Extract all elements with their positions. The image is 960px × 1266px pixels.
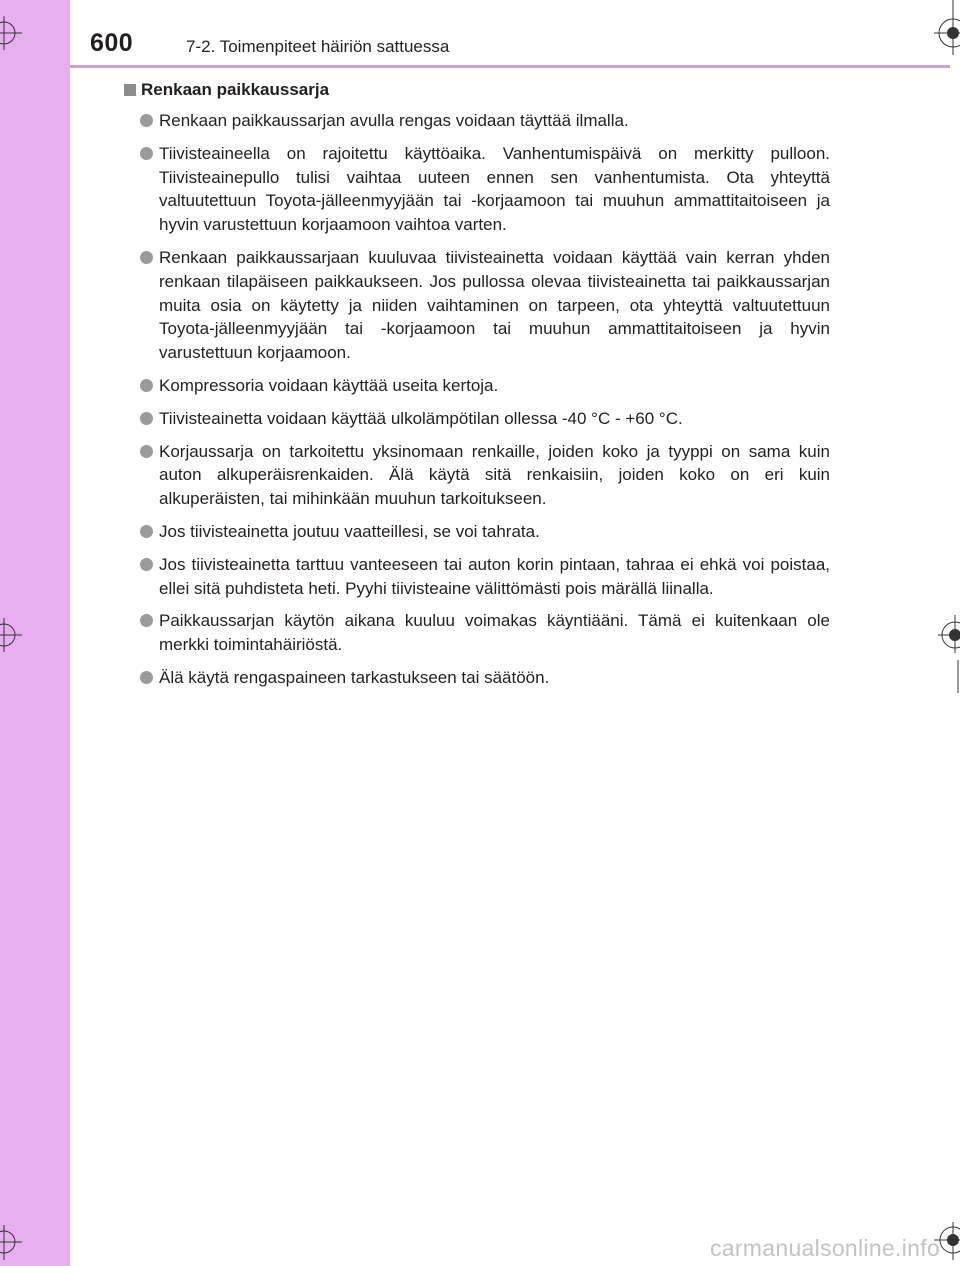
list-item-text: Kompressoria voidaan käyttää useita kertoja. xyxy=(159,375,499,395)
bullet-icon xyxy=(140,114,153,127)
section-heading-text: Renkaan paikkaussarja xyxy=(141,80,330,99)
list-item xyxy=(124,520,830,544)
list-item xyxy=(124,374,830,398)
list-item xyxy=(124,142,830,237)
list-item xyxy=(124,666,830,690)
list-item-text: Tiivisteaineella on rajoitettu käyttöaika. Vanhentumispäivä on merkitty pulloon. Tiivisteainepullo tulisi vaihtaa uuteen ennen sen vanhentumista. Ota yhteyttä valtuutettuun Toyota-jälleenmyyjään tai -korjaamoon tai muuhun ammattitaitoiseen ja hyvin varustettuun korjaamoon vaihtoa varten. xyxy=(159,143,830,235)
bullet-icon xyxy=(140,445,153,458)
crop-mark-bottom-left-icon xyxy=(0,1215,40,1266)
registration-mark-mid-right-icon xyxy=(920,605,960,695)
list-item-text: Paikkaussarjan käytön aikana kuuluu voimakas käyntiääni. Tämä ei kuitenkaan ole merkki toimintahäiriöstä. xyxy=(159,611,830,655)
list-item-text: Älä käytä rengaspaineen tarkastukseen tai säätöön. xyxy=(159,667,550,687)
bullet-icon xyxy=(140,525,153,538)
watermark: carmanualsonline.info xyxy=(709,1235,940,1261)
list-item xyxy=(124,609,830,657)
list-item xyxy=(124,440,830,511)
list-item-text: Korjaussarja on tarkoitettu yksinomaan renkaille, joiden koko ja tyyppi on sama kuin auton alkuperäisrenkaiden. Älä käytä sitä renkaisiin, joiden koko on eri kuin alkuperäisten, tai mihinkään muuhun tarkoitukseen. xyxy=(159,441,830,509)
crop-mark-mid-left-icon xyxy=(0,610,30,660)
list-item xyxy=(124,553,830,601)
list-item-text: Renkaan paikkaussarjaan kuuluvaa tiivisteainetta voidaan käyttää vain kerran yhden renkaan tilapäiseen paikkaukseen. Jos pullossa olevaa tiivisteainetta tai paikkaussarjan muita osia on käytetty ja niiden vaihtaminen on tarpeen, ota yhteyttä valtuutettuun Toyota-jälleenmyyjään tai -korjaamoon tai muuhun ammattitaitoiseen ja hyvin varustettuun korjaamoon. xyxy=(159,247,830,363)
list-item xyxy=(124,109,830,133)
section-heading xyxy=(124,80,830,100)
bullet-icon xyxy=(140,147,153,160)
bullet-icon xyxy=(140,379,153,392)
bullet-icon xyxy=(140,558,153,571)
bullet-icon xyxy=(140,251,153,264)
page-number: 600 xyxy=(90,29,134,57)
content xyxy=(124,80,830,699)
section-title: 7-2. Toimenpiteet häiriön sattuessa xyxy=(186,37,450,56)
list-item-text: Tiivisteainetta voidaan käyttää ulkolämpötilan ollessa -40 °C - +60 °C. xyxy=(159,408,683,428)
list-item-text: Jos tiivisteainetta tarttuu vanteeseen tai auton korin pintaan, tahraa ei ehkä voi poistaa, ellei sitä puhdisteta heti. Pyyhi tiivisteaine välittömästi pois märällä liinalla. xyxy=(159,554,830,598)
crop-mark-top-left-icon xyxy=(0,0,40,60)
list-item-text: Jos tiivisteainetta joutuu vaatteillesi, se voi tahrata. xyxy=(159,521,540,541)
square-bullet-icon xyxy=(124,84,136,96)
list-item xyxy=(124,246,830,365)
list-item xyxy=(124,407,830,431)
bullet-icon xyxy=(140,412,153,425)
header-rule xyxy=(70,65,950,68)
bullet-icon xyxy=(140,671,153,684)
registration-mark-top-right-icon xyxy=(920,0,960,70)
bullet-icon xyxy=(140,614,153,627)
list-item-text: Renkaan paikkaussarjan avulla rengas voidaan täyttää ilmalla. xyxy=(159,111,629,130)
